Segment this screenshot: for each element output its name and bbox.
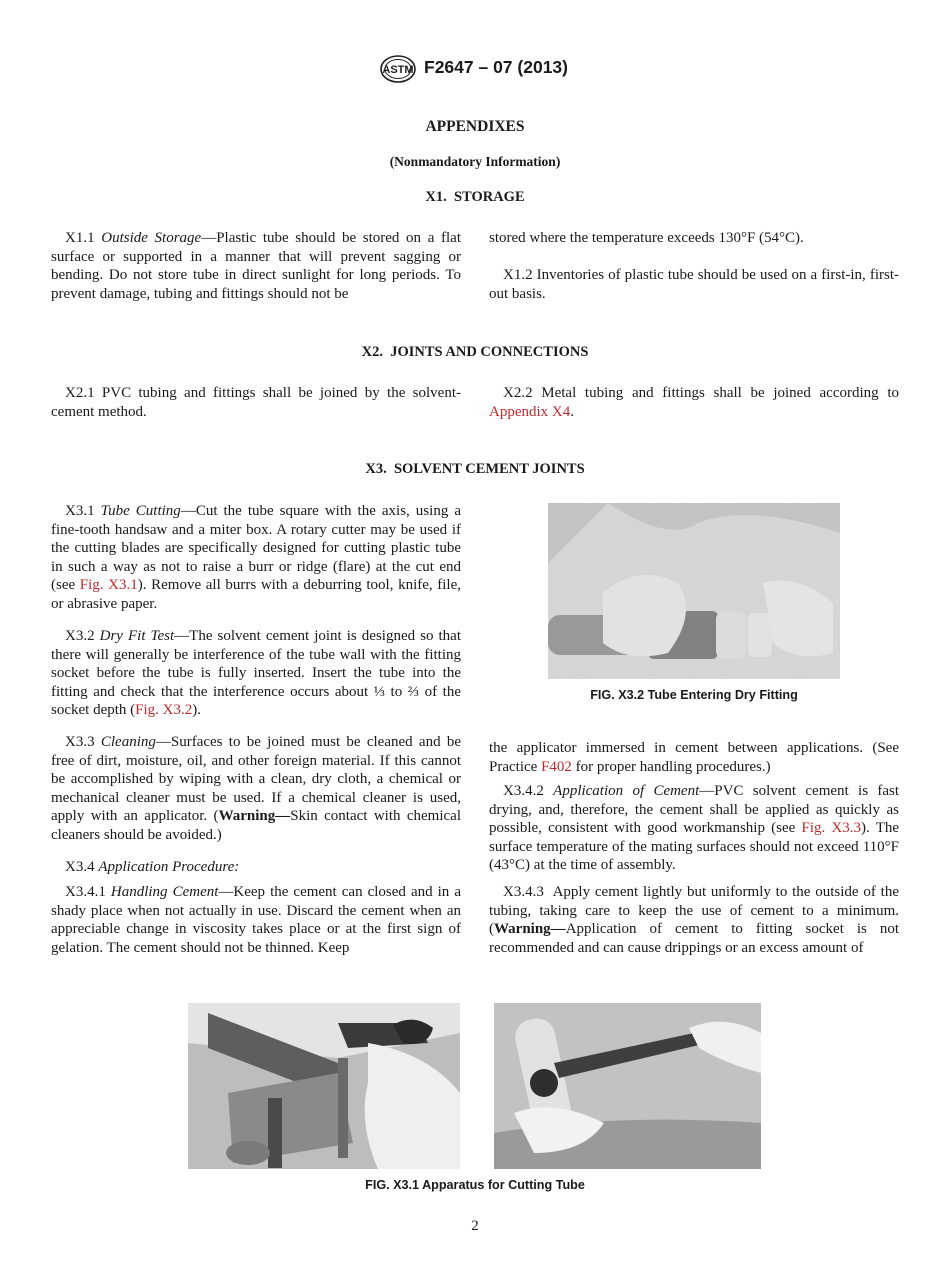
appendix-subtitle: (Nonmandatory Information): [389, 154, 561, 169]
link-fig-x3-2[interactable]: Fig. X3.2: [135, 702, 193, 719]
figure-x3-1-photo-left: [188, 1003, 460, 1169]
miter-box-illustration: [188, 1003, 460, 1169]
page-number: 2: [471, 1218, 479, 1234]
paragraph-x1-2: X1.2 Inventories of plastic tube should be used on a first-in, first-out basis.: [489, 267, 899, 302]
paragraph-x3-2: X3.2 Dry Fit Test—The solvent cement joint is designed so that there will generally be interference of the tube wall with the fitting socket before the tube is fully inserted. Insert the tube into the fitting and check that the interference occurs about ⅓ to ⅔ of the socket depth (Fig. X3.2).: [51, 628, 462, 719]
svg-text:ASTM: ASTM: [382, 64, 414, 76]
paragraph-x3-4-1-continued: the applicator immersed in cement between applications. (See Practice F402 for proper handling procedures.): [489, 740, 899, 775]
section-heading-x2: X2. JOINTS AND CONNECTIONS: [361, 344, 589, 360]
astm-logo-icon: [378, 54, 418, 84]
paragraph-x3-4-3: X3.4.3 Apply cement lightly but uniformly to the outside of the tubing, taking care to keep the use of cement to a minimum. (Warning—Application of cement to fitting socket is not recommended and can cause drippings or an excess amount of: [489, 884, 903, 956]
figure-x3-1-photo-right: [494, 1003, 761, 1169]
tube-entering-fitting-illustration: [548, 503, 840, 679]
paragraph-x3-4: X3.4 Application Procedure:: [65, 859, 240, 875]
link-fig-x3-3[interactable]: Fig. X3.3: [801, 820, 862, 837]
section-heading-x1: X1. STORAGE: [425, 189, 525, 205]
paragraph-x1-1-continued: stored where the temperature exceeds 130°F (54°C).: [489, 230, 804, 246]
paragraph-x3-4-1: X3.4.1 Handling Cement—Keep the cement can closed and in a shady place when not actually in use. Discard the cement when an appreciable change in viscosity takes place or at the first sign of gelation. The cement should not be thinned. Keep: [51, 884, 461, 956]
rotary-cutter-illustration: [494, 1003, 761, 1169]
figure-x3-2-photo: [548, 503, 840, 679]
page-header: [0, 54, 950, 86]
section-heading-x3: X3. SOLVENT CEMENT JOINTS: [365, 461, 585, 477]
paragraph-x3-3: X3.3 Cleaning—Surfaces to be joined must be cleaned and be free of dirt, moisture, oil, and other foreign material. If this cannot be accomplished by wiping with a clean, dry cloth, a chemical or mechanical cleaner must be used. If a chemical cleaner is used, apply with an applicator. (Warning—Skin contact with chemical cleaners should be avoided.): [51, 734, 462, 843]
paragraph-x3-4-2: X3.4.2 Application of Cement—PVC solvent cement is fast drying, and, therefore, the cement shall be applied as quickly as possible, consistent with good workmanship (see Fig. X3.3). The surface temperature of the mating surfaces should not exceed 110°F (43°C) at the time of assembly.: [489, 783, 900, 874]
link-appendix-x4[interactable]: Appendix X4: [489, 403, 571, 420]
paragraph-x2-2: X2.2 Metal tubing and fittings shall be joined according to Appendix X4.: [489, 385, 899, 420]
appendix-title: APPENDIXES: [425, 118, 525, 135]
standard-designation: F2647 – 07 (2013): [424, 57, 568, 77]
paragraph-x1-1: X1.1 Outside Storage—Plastic tube should be stored on a flat surface or supported in a manner that will prevent sagging or bending. Do not store tube in direct sunlight for long periods. To prevent damage, tubing and fittings should not be: [51, 230, 461, 302]
figure-x3-2-caption: FIG. X3.2 Tube Entering Dry Fitting: [590, 688, 798, 702]
link-practice-f402[interactable]: F402: [541, 758, 572, 775]
paragraph-x2-1: X2.1 PVC tubing and fittings shall be joined by the solvent-cement method.: [51, 385, 461, 420]
paragraph-x3-1: X3.1 Tube Cutting—Cut the tube square with the axis, using a fine-tooth handsaw and a miter box. A rotary cutter may be used if the cutting blades are specifically designed for cutting plastic tube in such a way as not to raise a burr or ridge (flare) at the cut end (see Fig. X3.1). Remove all burrs with a deburring tool, knife, file, or abrasive paper.: [51, 503, 462, 612]
figure-x3-1-caption: FIG. X3.1 Apparatus for Cutting Tube: [365, 1178, 585, 1192]
link-fig-x3-1[interactable]: Fig. X3.1: [79, 577, 138, 594]
